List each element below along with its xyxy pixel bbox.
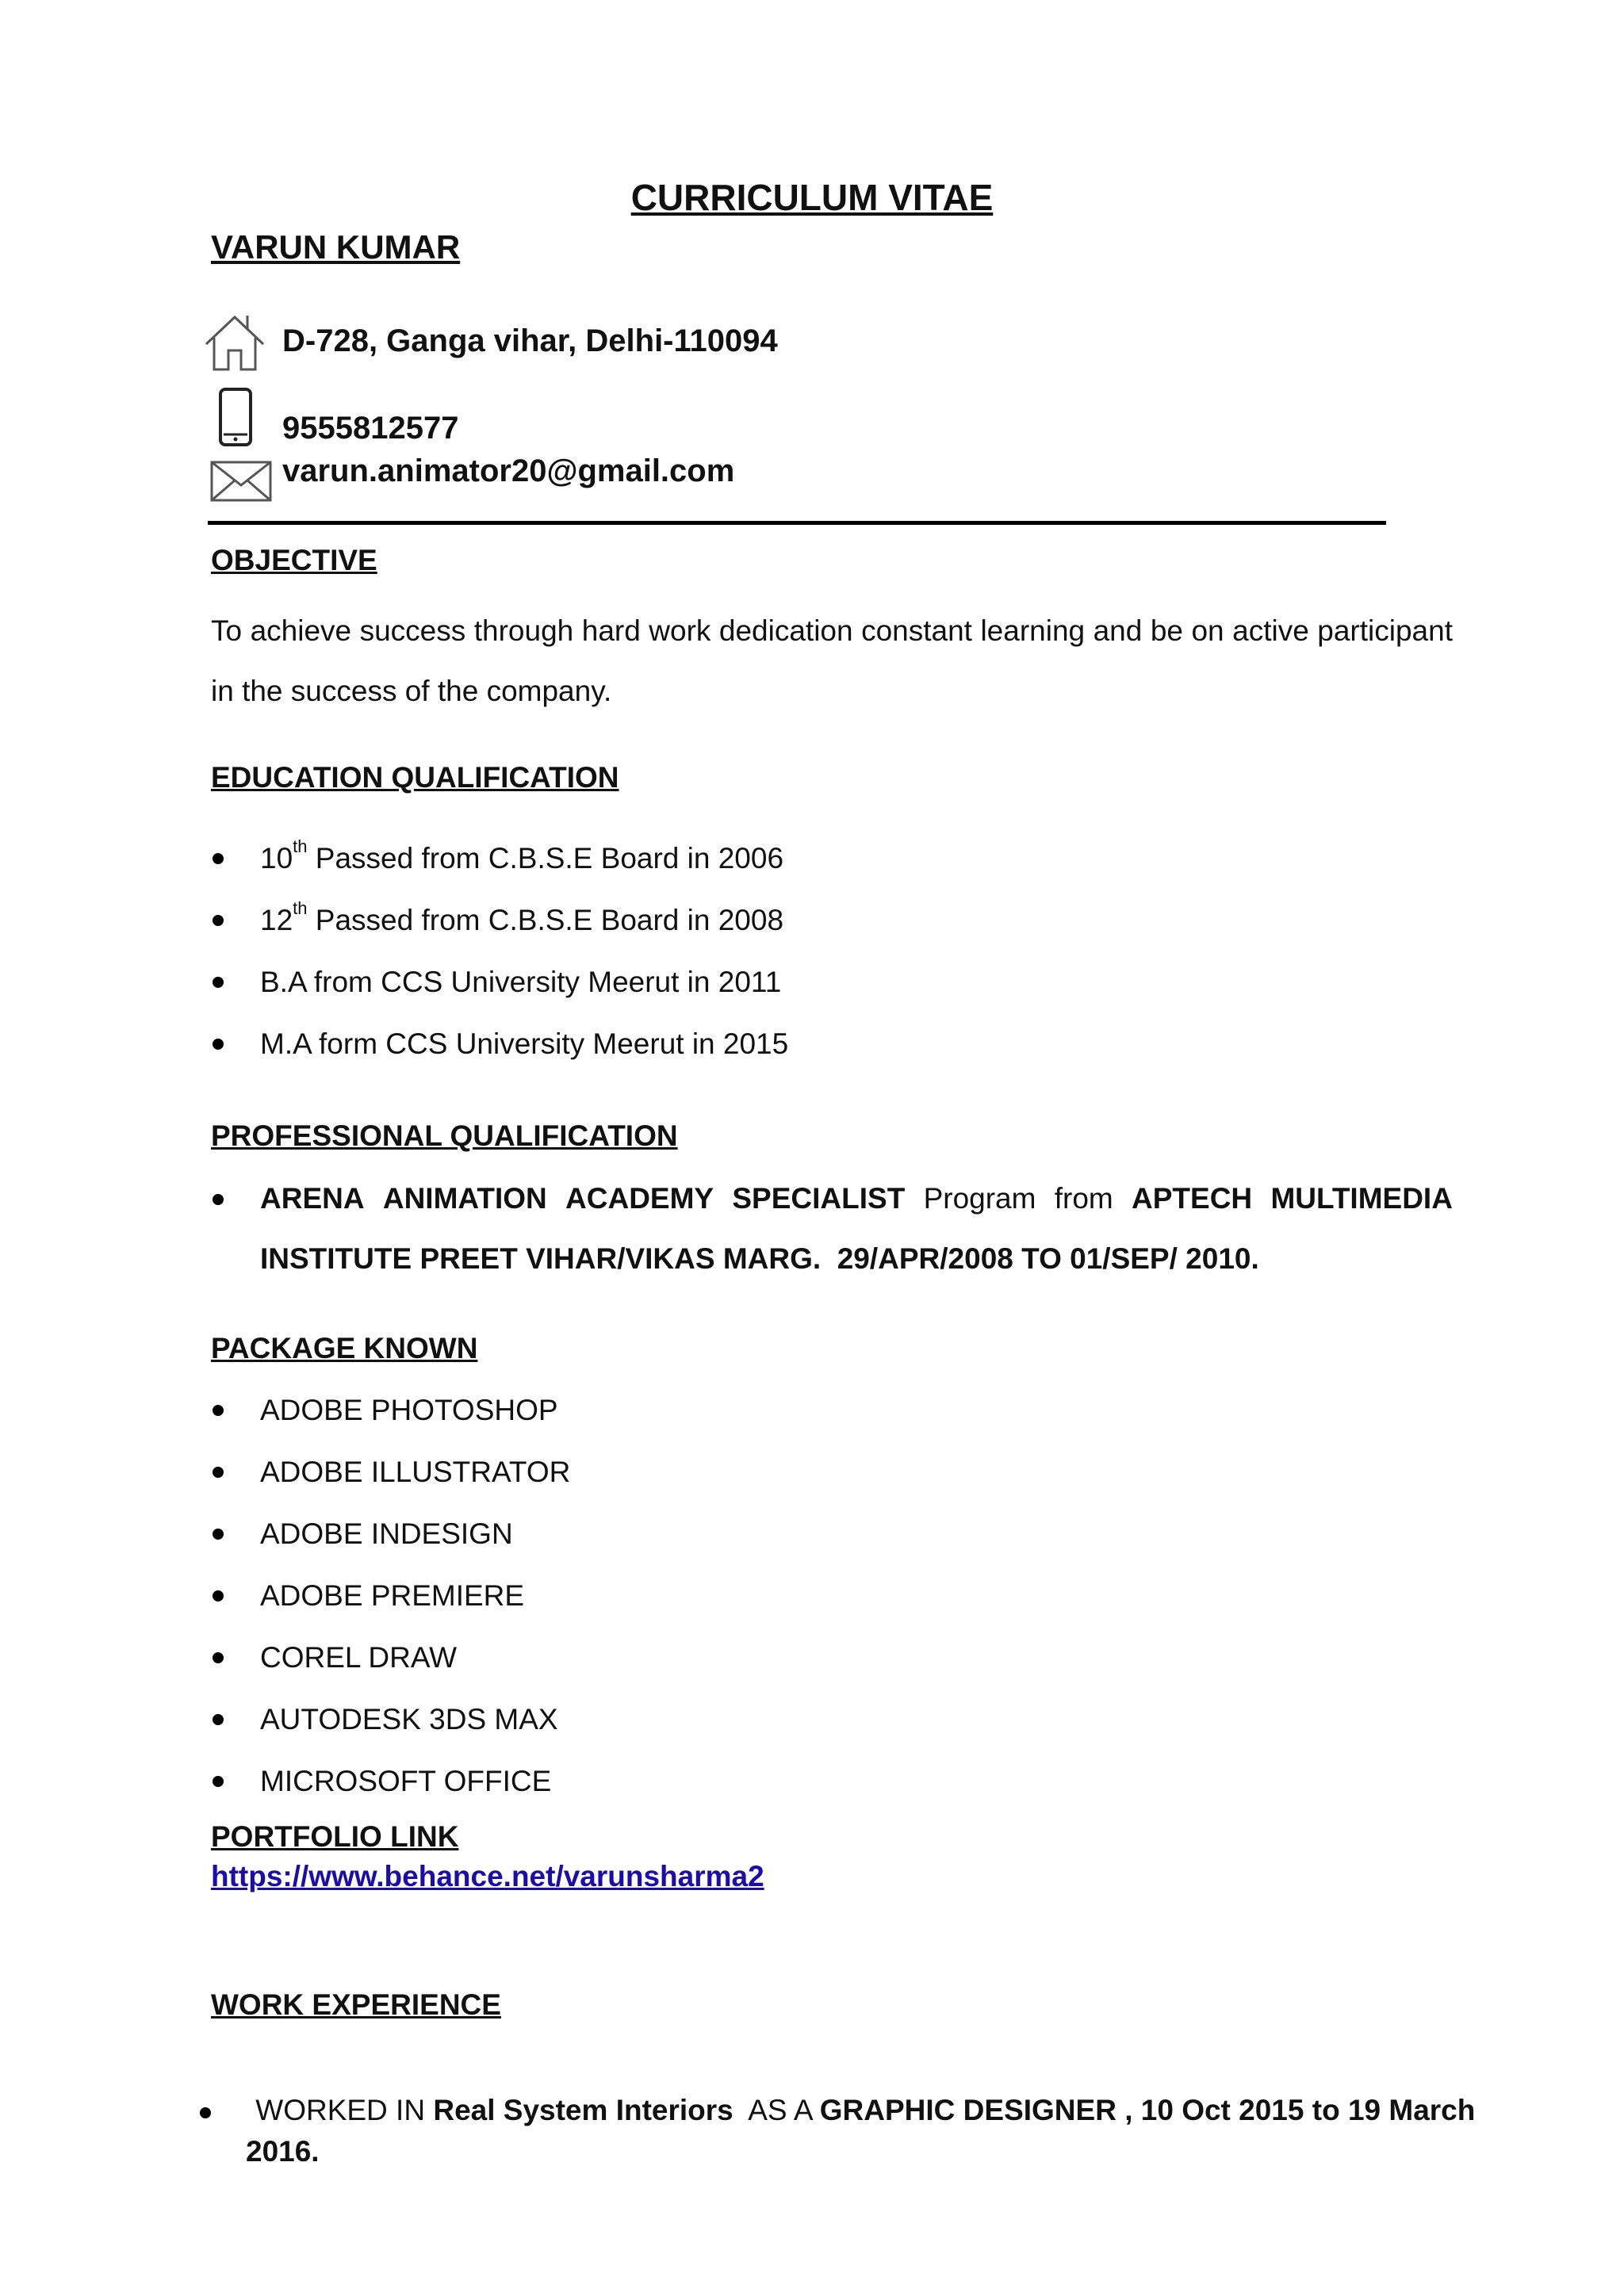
packages-list xyxy=(211,1380,1453,1812)
list-item: B.A from CCS University Meerut in 2011 xyxy=(211,951,1453,1013)
candidate-name: VARUN KUMAR xyxy=(211,228,461,266)
education-list xyxy=(211,828,1453,1075)
list-item: 10th Passed from C.B.S.E Board in 2006 xyxy=(211,828,1453,890)
list-item: ADOBE PREMIERE xyxy=(211,1565,1453,1627)
email-address[interactable]: varun.animator20@gmail.com xyxy=(282,453,735,488)
objective-text: To achieve success through hard work dedication constant learning and be on active participant in the success of the company. xyxy=(211,614,1453,707)
list-item: ADOBE INDESIGN xyxy=(211,1503,1453,1565)
work-line-2: 2016. xyxy=(246,2135,320,2168)
professional-heading: PROFESSIONAL QUALIFICATION xyxy=(211,1119,678,1152)
portfolio-link[interactable]: https://www.behance.net/varunsharma2 xyxy=(211,1860,764,1892)
bullet xyxy=(200,2107,211,2118)
list-item: ADOBE PHOTOSHOP xyxy=(211,1380,1453,1441)
list-item: COREL DRAW xyxy=(211,1627,1453,1689)
document-title: CURRICULUM VITAE xyxy=(630,177,994,218)
horizontal-divider xyxy=(208,521,1386,525)
address: D-728, Ganga vihar, Delhi-110094 xyxy=(282,323,778,358)
objective-heading: OBJECTIVE xyxy=(211,544,377,576)
bullet xyxy=(213,1194,224,1205)
professional-line-1: ARENA ANIMATION ACADEMY SPECIALIST Program from APTECH MULTIMEDIA xyxy=(260,1182,1453,1215)
education-heading: EDUCATION QUALIFICATION xyxy=(211,761,619,794)
envelope-icon xyxy=(209,460,273,503)
list-item: 12th Passed from C.B.S.E Board in 2008 xyxy=(211,890,1453,951)
list-item: AUTODESK 3DS MAX xyxy=(211,1689,1453,1751)
work-experience-heading: WORK EXPERIENCE xyxy=(211,1988,501,2021)
phone-number: 9555812577 xyxy=(282,411,459,446)
mobile-phone-icon xyxy=(217,387,254,447)
professional-line-2: INSTITUTE PREET VIHAR/VIKAS MARG. 29/APR/2008 TO 01/SEP/ 2010. xyxy=(260,1242,1259,1275)
list-item: M.A form CCS University Meerut in 2015 xyxy=(211,1013,1453,1075)
list-item: ADOBE ILLUSTRATOR xyxy=(211,1441,1453,1503)
packages-heading: PACKAGE KNOWN xyxy=(211,1332,478,1364)
work-line-1: WORKED IN Real System Interiors AS A GRAPHIC DESIGNER , 10 Oct 2015 to 19 March xyxy=(247,2094,1476,2126)
list-item: MICROSOFT OFFICE xyxy=(211,1751,1453,1812)
portfolio-heading: PORTFOLIO LINK xyxy=(211,1820,459,1853)
home-icon xyxy=(203,312,266,373)
